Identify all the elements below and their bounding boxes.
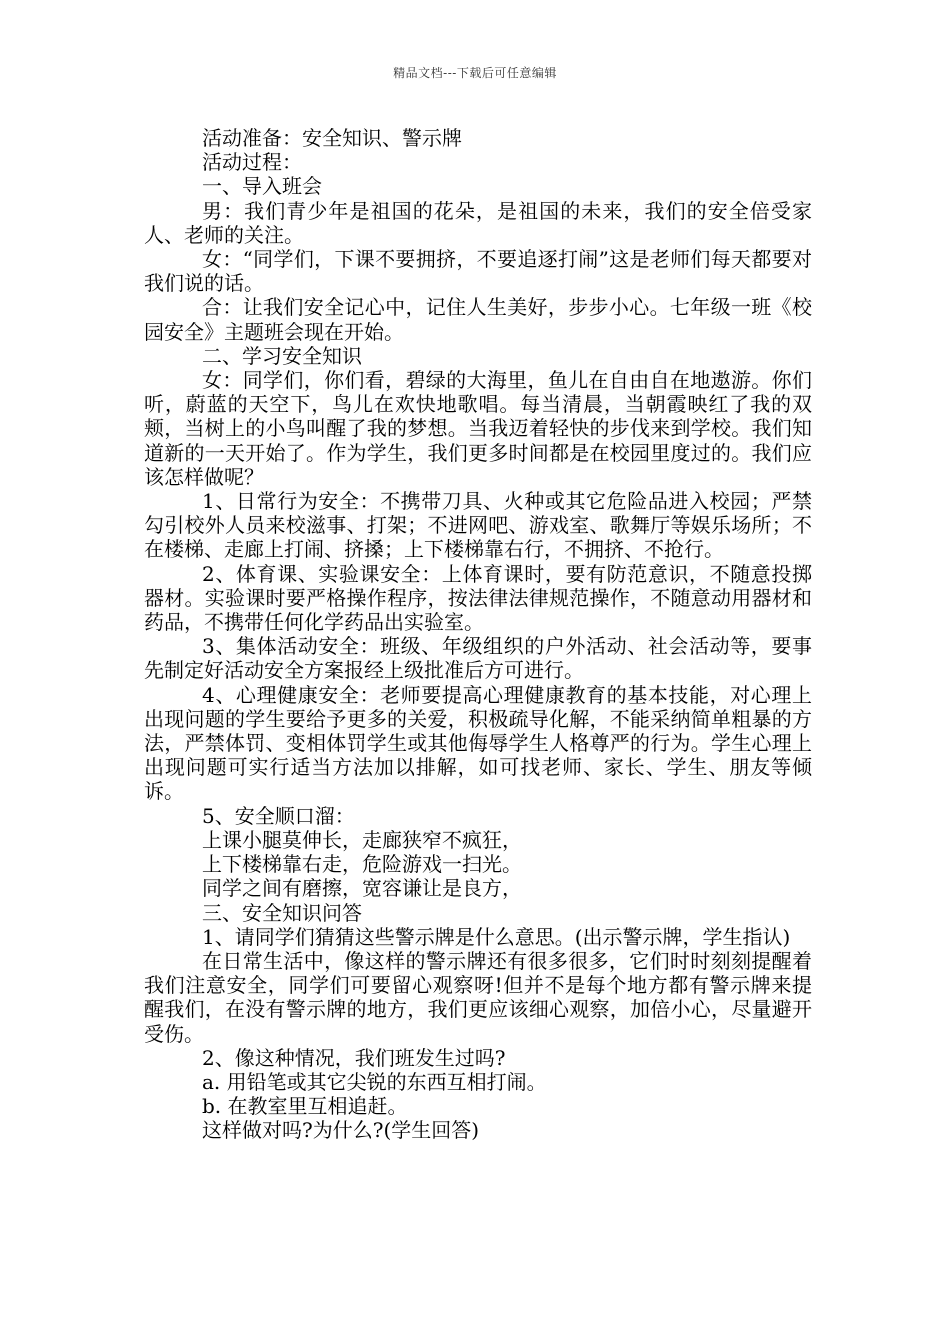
list-item-daily-safety: 1、日常行为安全：不携带刀具、火种或其它危险品进入校园；严禁勾引校外人员来校滋事、打架；不进网吧、游戏室、歌舞厅等娱乐场所；不在楼梯、走廊上打闹、挤搡；上下楼梯靠右行，不拥挤、不抢行。 — [144, 489, 812, 562]
option-b: b. 在教室里互相追赶。 — [202, 1094, 408, 1119]
paragraph-question-1: 1、请同学们猜猜这些警示牌是什么意思。(出示警示牌，学生指认) — [202, 924, 791, 949]
section-heading-intro: 一、导入班会 — [202, 174, 322, 199]
paragraph-female-intro: 女：同学们，你们看，碧绿的大海里，鱼儿在自由自在地遨游。你们听，蔚蓝的天空下，鸟儿在欢快地歌唱。每当清晨，当朝霞映红了我的双颊，当树上的小鸟叫醒了我的梦想。当我迈着轻快的步伐来到学校。我们知道新的一天开始了。作为学生，我们更多时间都是在校园里度过的。我们应该怎样做呢？ — [144, 368, 812, 489]
paragraph-together: 合：让我们安全记心中，记住人生美好，步步小心。七年级一班《校园安全》主题班会现在开始。 — [144, 295, 812, 344]
paragraph-female-speaker: 女：“同学们，下课不要拥挤，不要追逐打闹”这是老师们每天都要对我们说的话。 — [144, 247, 812, 296]
paragraph-male-speaker: 男：我们青少年是祖国的花朵，是祖国的未来，我们的安全倍受家人、老师的关注。 — [144, 198, 812, 247]
page-header: 精品文档---下载后可任意编辑 — [393, 66, 557, 80]
paragraph-warning-signs: 在日常生活中，像这样的警示牌还有很多很多，它们时时刻刻提醒着我们注意安全，同学们可要留心观察呀!但并不是每个地方都有警示牌来提醒我们，在没有警示牌的地方，我们更应该细心观察，加倍小心，尽量避开受伤。 — [144, 948, 812, 1046]
list-item-safety-rhyme: 5、安全顺口溜： — [202, 803, 355, 828]
section-heading-learn: 二、学习安全知识 — [202, 343, 362, 368]
paragraph-follow-up-question: 这样做对吗?为什么?(学生回答) — [202, 1118, 480, 1143]
rhyme-line-2: 上下楼梯靠右走，危险游戏一扫光。 — [202, 852, 522, 877]
paragraph-question-2: 2、像这种情况，我们班发生过吗? — [202, 1045, 506, 1070]
list-item-pe-lab-safety: 2、体育课、实验课安全：上体育课时，要有防范意识，不随意投掷器材。实验课时要严格操作程序，按法律法律规范操作，不随意动用器材和药品，不携带任何化学药品出实验室。 — [144, 561, 812, 635]
rhyme-line-3: 同学之间有磨擦，宽容谦让是良方， — [202, 876, 522, 901]
paragraph-activity-process: 活动过程： — [202, 150, 302, 175]
option-a: a. 用铅笔或其它尖锐的东西互相打闹。 — [202, 1069, 547, 1094]
document-body — [144, 126, 812, 1143]
section-heading-qa: 三、安全知识问答 — [202, 900, 362, 925]
paragraph-activity-prep: 活动准备：安全知识、警示牌 — [202, 126, 462, 150]
rhyme-line-1: 上课小腿莫伸长，走廊狭窄不疯狂， — [202, 827, 522, 852]
list-item-group-activity-safety: 3、集体活动安全：班级、年级组织的户外活动、社会活动等，要事先制定好活动安全方案报经上级批准后方可进行。 — [144, 634, 812, 683]
list-item-mental-health-safety: 4、心理健康安全：老师要提高心理健康教育的基本技能，对心理上出现问题的学生要给予更多的关爱，积极疏导化解，不能采纳简单粗暴的方法，严禁体罚、变相体罚学生或其他侮辱学生人格尊严的行为。学生心理上出现问题可实行适当方法加以排解，如可找老师、家长、学生、朋友等倾诉。 — [144, 682, 812, 804]
